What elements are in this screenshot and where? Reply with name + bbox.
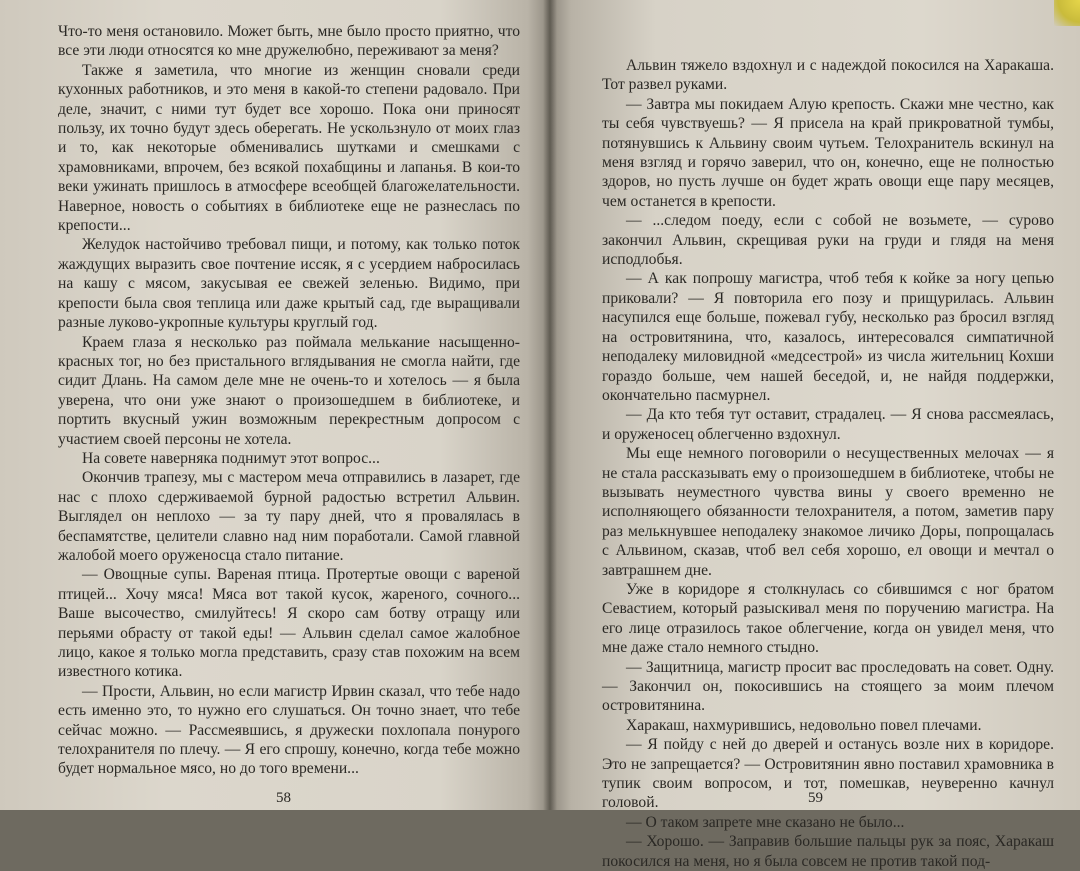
paragraph: Альвин тяжело вздохнул и с надеждой покосился на Харакаша. Тот развел руками. [602,57,1054,94]
paragraph: Также я заметила, что многие из женщин сновали среди кухонных работников, и это меня в какой-то степени радовало. При деле, значит, с ними тут будет все хорошо. Пока они приносят пользу, их точно будут здесь оберегать. Не ускользнуло от моих глаз и то, как некоторые обменивались шутками и смешками с храмовниками, впрочем, без всякой похабщины и лапанья. В кои-то веки ужинать пришлось в атмосфере всеобщей благожелательности. Наверное, новость о событиях в библиотеке еще не разнеслась по крепости... [58,61,520,235]
paragraph: — Овощные супы. Вареная птица. Протертые овощи с вареной птицей... Хочу мяса! Мяса вот такой кусок, жареного, сочного... Ваше высочество, смилуйтесь! Я скоро сам ботву отращу или перьями обрасту от такой еды! — Альвин сделал самое жалобное лицо, какое я только могла представить, сразу став похожим на всем известного котика. [58,566,520,681]
paragraph: — Защитница, магистр просит вас проследовать на совет. Одну. — Закончил он, покосившись на стоящего за моим плечом островитянина. [602,658,1054,715]
paragraph: — О таком запрете мне сказано не было... [626,813,905,831]
left-page [0,0,550,810]
right-page [550,0,1080,870]
paragraph: — Завтра мы покидаем Алую крепость. Скажи мне честно, как ты себя чувствуешь? — Я присела на край прикроватной тумбы, потянувшись к Альвину своим чутьем. Телохранитель вскинул на меня взгляд и горячо заверил, что он, конечно, еще не полностью здоров, но пусть лучше он будет жрать овощи еще пару месяцев, чем останется в крепости. [602,95,1054,210]
book-gutter-shadow [543,0,557,810]
paragraph: — Я пойду с ней до дверей и останусь возле них в коридоре. Это не запрещается? — Островитянин явно поставил храмовника в тупик своим вопросом, и тот, помешкав, неуверенно качнул головой. [602,736,1054,812]
paragraph: Уже в коридоре я столкнулась со сбившимся с ног братом Севастием, который разыскивал меня по поручению магистра. На его лице отразилось такое облегчение, когда он увидел меня, что мне даже стало немного стыдно. [602,580,1054,657]
paragraph: Желудок настойчиво требовал пищи, и потому, как только поток жаждущих выразить свое почтение иссяк, я с усердием набросилась на кашу с мясом, закусывая ее свежей зеленью. Видимо, при крепости была своя теплица или даже крытый сад, где выращивали разные луково-укропные культуры круглый год. [58,236,520,332]
paragraph: — Да кто тебя тут оставит, страдалец. — Я снова рассмеялась, и оруженосец облегченно вздохнул. [602,406,1054,443]
paragraph: — Хорошо. — Заправив большие пальцы рук за пояс, Харакаш покосился на меня, но я была совсем не против такой под- [602,833,1054,870]
paragraph: Харакаш, нахмурившись, недовольно повел плечами. [626,716,982,734]
paragraph: Что-то меня остановило. Может быть, мне было просто приятно, что все эти люди относятся ко мне дружелюбно, переживают за меня? [58,23,520,60]
paragraph: Окончив трапезу, мы с мастером меча отправились в лазарет, где нас с плохо сдерживаемой бурной радостью встретил Альвин. Выглядел он неплохо — за ту пару дней, что я провалялась в беспамятстве, целители славно над ним поработали. Самой главной жалобой моего оруженосца стало питание. [58,469,520,564]
paragraph: — Прости, Альвин, но если магистр Ирвин сказал, что тебе надо есть именно это, то нужно его слушаться. Он точно знает, что тебе сейчас можно. — Рассмеявшись, я дружески похлопала понурого телохранителя по плечу. — Я его спрошу, конечно, когда тебе можно будет нормальное мясо, но до того времени... [58,682,520,778]
paragraph: — ...следом поеду, если с собой не возьмете, — сурово закончил Альвин, скрещивая руки на груди и глядя на меня исподлобья. [602,212,1054,269]
page-number: 58 [276,789,291,806]
paragraph: Мы еще немного поговорили о несущественных мелочах — я не стала рассказывать ему о произошедшем в библиотеке, чтобы не вызывать неуместного чувства вины у своего временно не исполняющего обязанности телохранителя, а потом, заметив пару раз мелькнувшее неподалеку знакомое личико Доры, попрощалась с Альвином, сказав, чтоб вел себя хорошо, ел овощи и мечтал о завтрашнем дне. [602,445,1054,579]
yellow-object-corner [1054,0,1080,26]
paragraph: — А как попрошу магистра, чтоб тебя к койке за ногу цепью приковали? — Я повторила его позу и прищурилась. Альвин насупился еще больше, пожевал губу, несколько раз бросил взгляд на островитянина, что, казалось, интересовался симпатичной неподалеку миловидной «медсестрой» из числа жительниц Кохши гораздо больше, чем нашей беседой, и, не найдя поддержки, окончательно пасмурнел. [602,270,1054,404]
page-number: 59 [808,789,823,806]
paragraph: На совете наверняка поднимут этот вопрос... [82,449,380,467]
paragraph: Краем глаза я несколько раз поймала мелькание насыщенно-красных тог, но без пристального вглядывания не смогла найти, где сидит Длань. На самом деле мне не очень-то и хотелось — я была уверена, что они уже знают о произошедшем в библиотеке, и портить вкусный ужин возможным перекрестным допросом с участием своей персоны не хотела. [58,333,520,448]
